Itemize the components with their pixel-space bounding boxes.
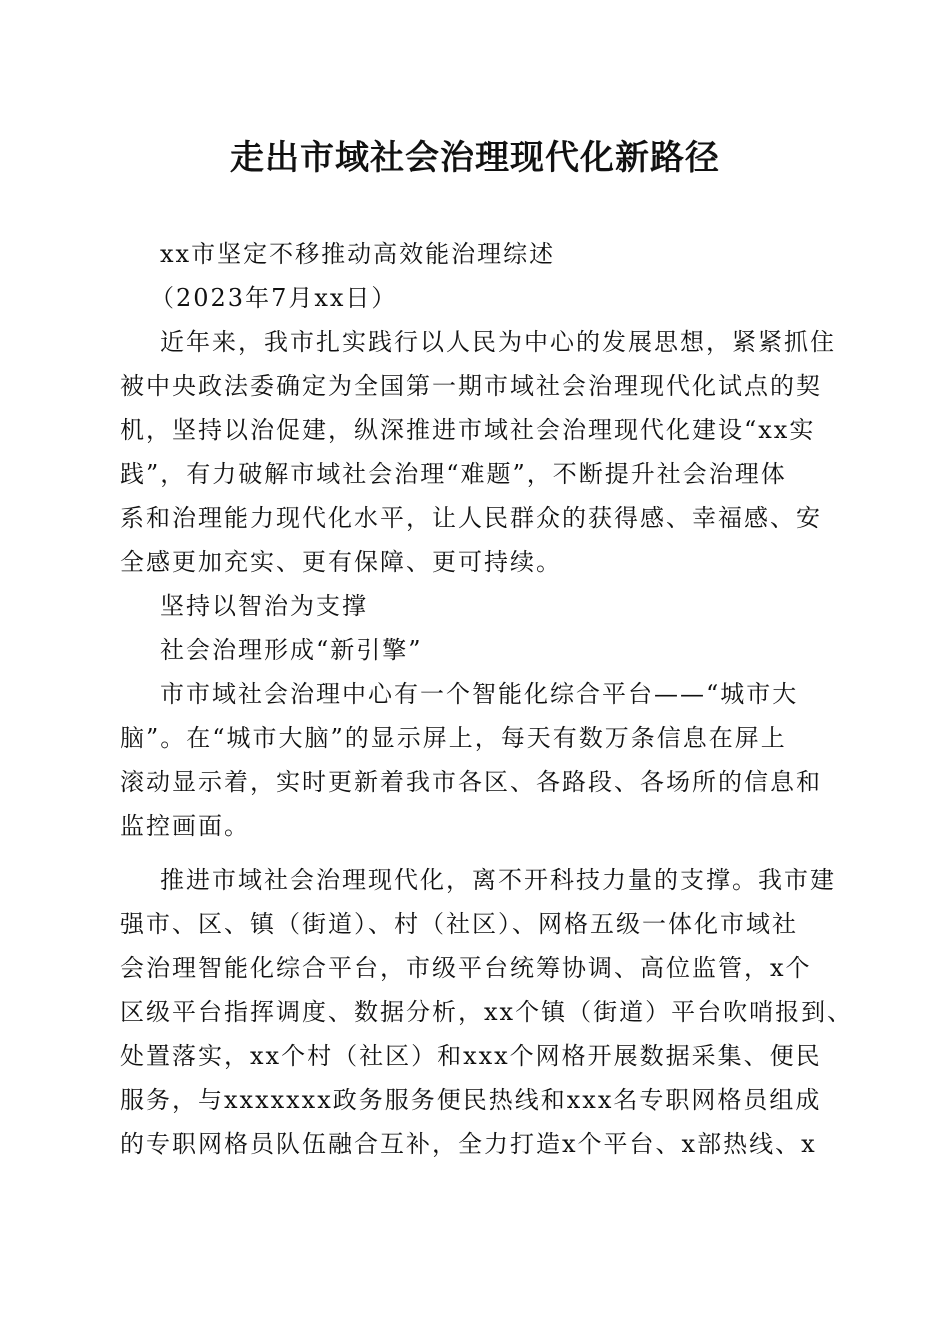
paragraph-line: 强市、区、镇（街道）、村（社区）、网格五级一体化市域社 bbox=[120, 910, 798, 938]
paragraph-line: 系和治理能力现代化水平，让人民群众的获得感、幸福感、安 bbox=[120, 504, 822, 532]
paragraph-line: 全感更加充实、更有保障、更可持续。 bbox=[120, 548, 562, 576]
paragraph-3 bbox=[120, 858, 854, 1166]
paragraph-line: 市市域社会治理中心有一个智能化综合平台——“城市大 bbox=[160, 680, 799, 708]
paragraph-line: 区级平台指挥调度、数据分析，xx个镇（街道）平台吹哨报到、 bbox=[120, 998, 854, 1026]
paragraph-2 bbox=[120, 672, 836, 848]
section-heading-1 bbox=[120, 584, 836, 628]
section-heading: 社会治理形成“新引擎” bbox=[160, 636, 423, 664]
paragraph-1 bbox=[120, 320, 836, 584]
paragraph-line: 脑”。在“城市大脑”的显示屏上，每天有数万条信息在屏上 bbox=[120, 724, 787, 752]
paragraph-line: 被中央政法委确定为全国第一期市域社会治理现代化试点的契 bbox=[120, 372, 822, 400]
paragraph-line: 的专职网格员队伍融合互补，全力打造x个平台、x部热线、x bbox=[120, 1130, 817, 1158]
section-heading-2 bbox=[120, 628, 836, 672]
paragraph-line: 处置落实，xx个村（社区）和xxx个网格开展数据采集、便民 bbox=[120, 1042, 822, 1070]
paragraph-line: 监控画面。 bbox=[120, 812, 250, 840]
paragraph-line: 近年来，我市扎实践行以人民为中心的发展思想，紧紧抓住 bbox=[160, 328, 836, 356]
paragraph-line: 践”，有力破解市域社会治理“难题”，不断提升社会治理体 bbox=[120, 460, 787, 488]
document-title: 走出市域社会治理现代化新路径 bbox=[230, 138, 720, 178]
paragraph-line: 服务，与xxxxxxx政务服务便民热线和xxx名专职网格员组成 bbox=[120, 1086, 822, 1114]
paragraph-line: 机，坚持以治促建，纵深推进市域社会治理现代化建设“xx实 bbox=[120, 416, 816, 444]
document-body bbox=[120, 232, 854, 1166]
document-subtitle: xx市坚定不移推动高效能治理综述 bbox=[160, 240, 556, 268]
paragraph-line: 推进市域社会治理现代化，离不开科技力量的支撑。我市建 bbox=[160, 866, 836, 894]
paragraph-line: 会治理智能化综合平台，市级平台统筹协调、高位监管，x个 bbox=[120, 954, 812, 982]
section-heading: 坚持以智治为支撑 bbox=[160, 592, 368, 620]
paragraph-line: 滚动显示着，实时更新着我市各区、各路段、各场所的信息和 bbox=[120, 768, 822, 796]
document-date: （2023年7月xx日） bbox=[150, 284, 398, 312]
